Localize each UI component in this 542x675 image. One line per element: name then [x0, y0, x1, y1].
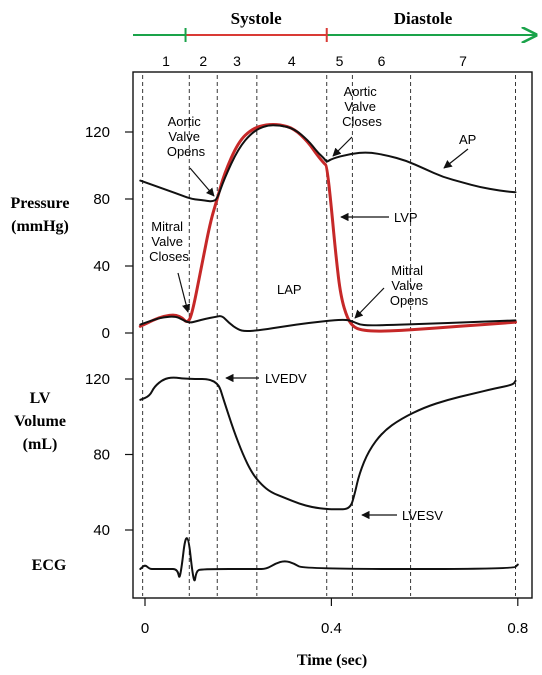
y-axis-label: [32, 557, 67, 574]
x-tick-label: 0.8: [507, 620, 529, 637]
annotation-ap: [444, 132, 476, 168]
label-lvesv: LVESV: [402, 508, 443, 523]
series-ecg: [140, 538, 518, 580]
y-tick-label: 40: [93, 258, 110, 275]
phase-bar: [133, 9, 536, 42]
diastole-label: Diastole: [393, 9, 453, 28]
phase-number: 2: [199, 53, 208, 69]
series-lv-volume: [140, 378, 515, 510]
arrow-aortic-closes: [333, 137, 352, 156]
annotation-aortic-valve-closes: [333, 84, 382, 156]
y-axis-label-line: ECG: [31, 557, 67, 574]
annotation-lvedv: [226, 371, 307, 386]
series-lap: [140, 316, 515, 331]
arrow-mitral-opens: [355, 288, 384, 318]
series-layer: [140, 125, 518, 581]
y-tick-label: 40: [93, 522, 110, 539]
systole-label: Systole: [230, 9, 282, 28]
y-axis-label-line: Volume: [14, 413, 66, 430]
annotation-line: Valve: [168, 129, 200, 144]
x-axis-label: Time (sec): [296, 652, 368, 669]
label-lvedv: LVEDV: [265, 371, 307, 386]
annotation-line: Mitral: [151, 219, 184, 234]
annotation-mitral-valve-opens: [355, 263, 429, 318]
arrow-mitral-closes: [178, 273, 188, 312]
annotation-line: Aortic: [167, 114, 201, 129]
svg-text:Aortic Valve Close: [342, 84, 382, 129]
y-axis-label-line: (mmHg): [11, 218, 69, 235]
label-ap: AP: [459, 132, 477, 147]
phase-number: 1: [162, 53, 170, 69]
y-axis-label-line: Pressure: [10, 195, 70, 212]
y-tick-label: 120: [84, 371, 110, 388]
annotation-mitral-valve-closes: [149, 219, 189, 312]
arrow-ap: [444, 149, 468, 168]
svg-text:Aortic Valve Opens: [167, 114, 206, 159]
phase-number: 7: [459, 53, 467, 69]
phase-number: 5: [335, 53, 344, 69]
label-lvp: LVP: [394, 210, 418, 225]
y-tick-label: 120: [84, 124, 110, 141]
annotation-lvesv: [362, 508, 443, 523]
annotation-line: Aortic: [343, 84, 377, 99]
annotation-line: Closes: [149, 249, 189, 264]
y-tick-label: 0: [101, 325, 110, 342]
phase-number: 4: [287, 53, 296, 69]
annotation-aortic-valve-opens: [167, 114, 214, 196]
annotation-line: Mitral: [391, 263, 424, 278]
phase-numbers: [162, 53, 467, 69]
phase-number: 6: [377, 53, 386, 69]
label-lap: LAP: [277, 282, 302, 297]
annotation-line: Opens: [166, 144, 206, 159]
y-axis-label: [14, 390, 66, 453]
y-axis-label: [11, 195, 70, 235]
y-axis-label-line: (mL): [22, 436, 58, 453]
annotation-line: Valve: [151, 234, 183, 249]
y-tick-label: 80: [93, 191, 110, 208]
svg-text:Mitral Valve Close: [149, 219, 189, 264]
y-axis-label-line: LV: [29, 390, 51, 407]
phase-number: 3: [233, 53, 241, 69]
y-tick-label: 80: [93, 446, 110, 464]
x-axis: [141, 598, 528, 669]
y-axes: [11, 124, 133, 574]
annotation-line: Closes: [342, 114, 382, 129]
annotation-line: Opens: [389, 293, 429, 308]
svg-text:Mitral Valve Opens: [390, 263, 429, 308]
annotation-line: Valve: [391, 278, 423, 293]
arrow-aortic-opens: [190, 168, 214, 196]
x-tick-label: 0: [140, 620, 150, 637]
x-tick-label: 0.4: [320, 620, 342, 637]
annotation-line: Valve: [344, 99, 376, 114]
